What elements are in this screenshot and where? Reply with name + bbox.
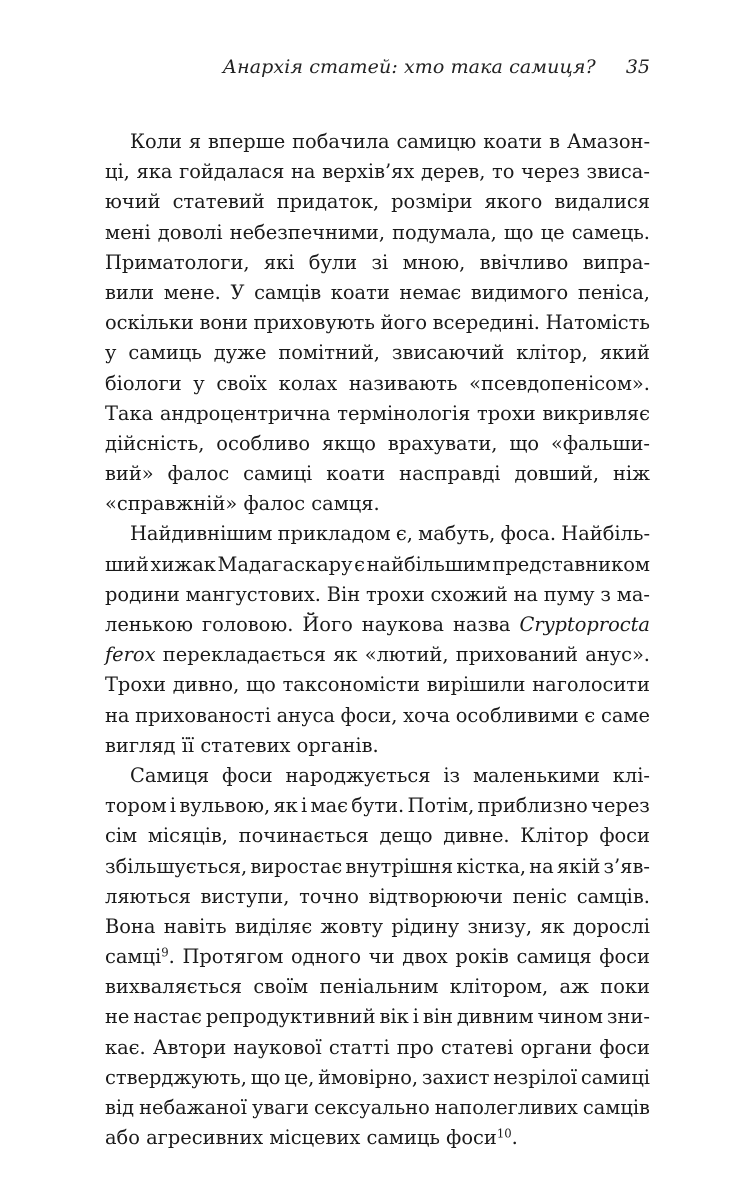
body-text — [105, 127, 650, 1153]
text-line: оскільки вони приховують його всередині. Натомість — [105, 311, 650, 335]
paragraph — [105, 127, 650, 519]
footnote-marker[interactable]: 10 — [496, 1126, 512, 1141]
text-line: Самиця фоси народжується із маленькими клі- — [130, 763, 650, 787]
text-line: тором і вульвою, як і має бути. Потім, приблизно через — [105, 794, 650, 818]
text-line: родини мангустових. Він трохи схожий на пуму з ма- — [105, 582, 650, 606]
text-line: ці, яка гойдалася на верхів’ях дерев, то через звиса- — [105, 160, 650, 184]
text-line: самці$^9$. Протягом одного чи двох років самиця фоси — [105, 945, 650, 969]
text-line: збільшується, виростає внутрішня кістка, на якій з’яв- — [105, 854, 650, 878]
text-line: вигляд її статевих органів. — [105, 733, 379, 757]
running-header — [105, 56, 650, 78]
text-line: на прихованості ануса фоси, хоча особливими є саме — [105, 703, 650, 727]
running-title: Анархія статей: хто така самиця? — [222, 56, 596, 78]
text-line: або агресивних місцевих самиць фоси$^{10}$. — [105, 1126, 518, 1150]
text-line: від небажаної уваги сексуально наполегливих самців — [105, 1096, 650, 1119]
text-line: ляються виступи, точно відтворюючи пеніс самців. — [105, 884, 650, 908]
text-line: вили мене. У самців коати немає видимого пеніса, — [105, 280, 650, 304]
text-line: Така андроцентрична термінологія трохи викривляє — [105, 401, 650, 425]
footnote-marker[interactable]: 9 — [161, 945, 169, 960]
text-line: стверджують, що це, ймовірно, захист незрілої самиці — [105, 1065, 650, 1089]
text-line: біологи у своїх колах називають «псевдопенісом». — [105, 371, 650, 395]
text-line: Найдивнішим прикладом є, мабуть, фоса. Найбіль- — [130, 522, 650, 546]
text-line: Вона навіть виділяє жовту рідину знизу, як дорослі — [105, 914, 650, 938]
text-line: Приматологи, які були зі мною, ввічливо випра- — [105, 250, 650, 274]
paragraph — [105, 761, 650, 1153]
text-line: не настає репродуктивний вік і він дивним чином зни- — [105, 1005, 650, 1029]
text-line: Коли я вперше побачила самицю коати в Амазон- — [130, 130, 650, 153]
text-line: ленькою головою. Його наукова назва Cryptoprocta — [105, 613, 650, 636]
text-line: ший хижак Мадагаскару є найбільшим представником — [105, 552, 650, 576]
text-line: у самиць дуже помітний, звисаючий клітор, який — [105, 341, 650, 365]
page-number: 35 — [625, 56, 650, 78]
text-line: дійсність, особливо якщо врахувати, що «фальши- — [105, 431, 650, 455]
text-line: Трохи дивно, що таксономісти вирішили наголосити — [105, 673, 650, 697]
text-line: «справжній» фалос самця. — [105, 492, 380, 516]
text-line: вий» фалос самиці коати насправді довший, ніж — [105, 462, 650, 486]
text-line: ючий статевий придаток, розміри якого видалися — [105, 190, 650, 214]
text-line: ferox перекладається як «лютий, прихований анус». — [105, 643, 650, 667]
text-line: мені доволі небезпечними, подумала, що це самець. — [105, 220, 650, 244]
text-line: кає. Автори наукової статті про статеві органи фоси — [105, 1035, 650, 1059]
text-line: вихваляється своїм пеніальним клітором, аж поки — [105, 975, 650, 999]
text-line: сім місяців, починається дещо дивне. Клітор фоси — [105, 824, 650, 848]
paragraph — [105, 519, 650, 761]
